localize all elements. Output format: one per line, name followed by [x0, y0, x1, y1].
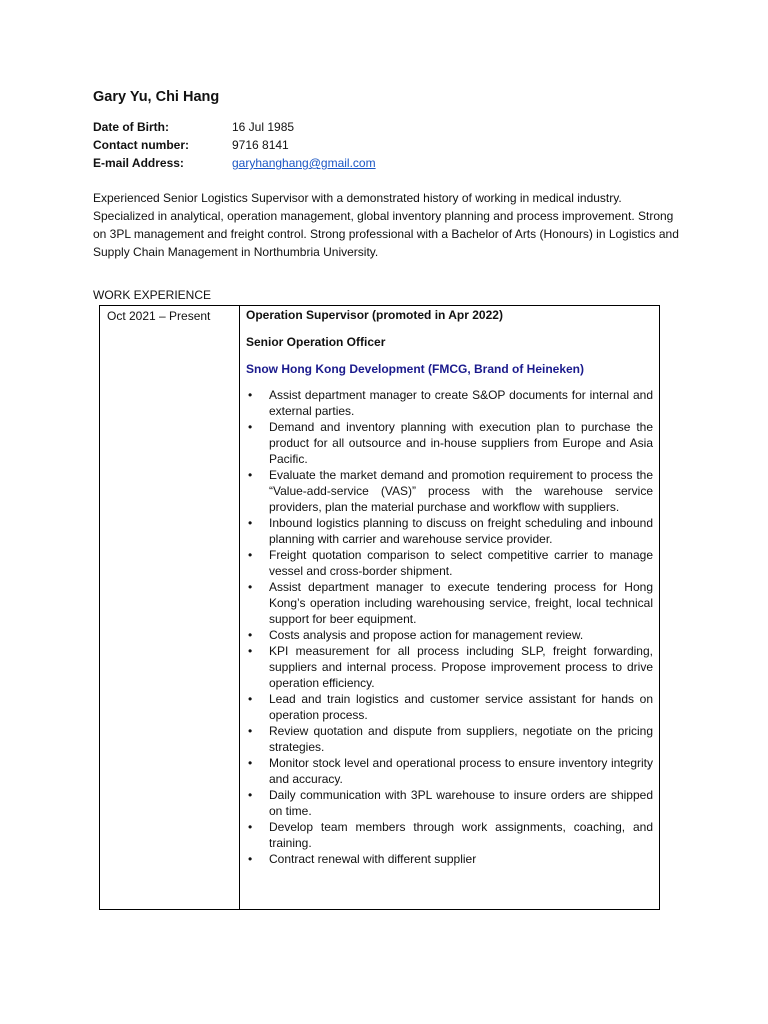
dob-label: Date of Birth:	[93, 120, 169, 134]
company-name: Snow Hong Kong Development (FMCG, Brand of Heineken)	[246, 362, 585, 376]
employment-period: Oct 2021 – Present	[100, 306, 240, 909]
contact-label: Contact number:	[93, 138, 189, 152]
bullet-icon: •	[248, 852, 253, 866]
job-details	[240, 306, 659, 909]
contact-row	[93, 136, 376, 154]
duty-text: Evaluate the market demand and promotion requirement to process the “Value-add-service (VAS)” process with the warehouse service providers, plan the material purchase and workflow with suppliers.	[269, 468, 653, 514]
duty-item	[246, 627, 653, 643]
duty-item	[246, 515, 653, 547]
bullet-icon: •	[248, 628, 253, 642]
duty-text: Develop team members through work assignments, coaching, and training.	[269, 820, 653, 850]
bullet-icon: •	[248, 388, 253, 402]
email-label: E-mail Address:	[93, 156, 184, 170]
personal-info	[93, 118, 376, 172]
duty-item	[246, 851, 653, 867]
duty-text: Contract renewal with different supplier	[269, 852, 477, 866]
duty-text: Monitor stock level and operational process to ensure inventory integrity and accuracy.	[269, 756, 653, 786]
duty-text: Costs analysis and propose action for management review.	[269, 628, 584, 642]
dob-row	[93, 118, 376, 136]
bullet-icon: •	[248, 788, 253, 802]
email-link[interactable]: garyhanghang@gmail.com	[232, 156, 376, 170]
job-title-current: Operation Supervisor (promoted in Apr 2022)	[246, 308, 503, 322]
work-experience-table	[99, 305, 660, 910]
professional-summary: Experienced Senior Logistics Supervisor with a demonstrated history of working in medical industry. Specialized in analytical, operation management, global inventory planning and process improvement. Strong on 3PL management and freight control. Strong professional with a Bachelor of Arts (Honours) in Logistics and Supply Chain Management in Northumbria University.	[93, 191, 679, 259]
duty-text: Inbound logistics planning to discuss on freight scheduling and inbound planning with carrier and warehouse service provider.	[269, 516, 653, 546]
bullet-icon: •	[248, 548, 253, 562]
duty-text: Demand and inventory planning with execution plan to purchase the product for all outsource and in-house suppliers from Europe and Asia Pacific.	[269, 420, 653, 466]
bullet-icon: •	[248, 692, 253, 706]
job-title-previous: Senior Operation Officer	[246, 335, 386, 349]
duty-item	[246, 787, 653, 819]
duty-text: Lead and train logistics and customer service assistant for hands on operation process.	[269, 692, 653, 722]
email-row	[93, 154, 376, 172]
bullet-icon: •	[248, 516, 253, 530]
contact-value: 9716 8141	[232, 138, 289, 152]
duty-item	[246, 755, 653, 787]
duty-text: Freight quotation comparison to select competitive carrier to manage vessel and cross-border shipment.	[269, 548, 653, 578]
candidate-name: Gary Yu, Chi Hang	[93, 89, 220, 105]
bullet-icon: •	[248, 420, 253, 434]
duty-item	[246, 723, 653, 755]
duty-text: Review quotation and dispute from suppliers, negotiate on the pricing strategies.	[269, 724, 653, 754]
bullet-icon: •	[248, 756, 253, 770]
dob-value: 16 Jul 1985	[232, 120, 295, 134]
duty-text: Daily communication with 3PL warehouse to insure orders are shipped on time.	[269, 788, 653, 818]
bullet-icon: •	[248, 724, 253, 738]
work-experience-heading: WORK EXPERIENCE	[93, 288, 212, 302]
duty-text: KPI measurement for all process including SLP, freight forwarding, suppliers and internal process. Propose improvement process to drive operation efficiency.	[269, 644, 653, 690]
duty-item	[246, 579, 653, 627]
duties-list	[246, 387, 653, 867]
duty-item	[246, 819, 653, 851]
duty-item	[246, 387, 653, 419]
bullet-icon: •	[248, 468, 253, 482]
duty-item	[246, 467, 653, 515]
duty-item	[246, 691, 653, 723]
duty-item	[246, 419, 653, 467]
bullet-icon: •	[248, 580, 253, 594]
duty-text: Assist department manager to create S&OP documents for internal and external parties.	[269, 388, 653, 418]
duty-item	[246, 643, 653, 691]
bullet-icon: •	[248, 644, 253, 658]
duty-item	[246, 547, 653, 579]
bullet-icon: •	[248, 820, 253, 834]
duty-text: Assist department manager to execute tendering process for Hong Kong’s operation including warehousing service, freight, local technical support for beer equipment.	[269, 580, 653, 626]
